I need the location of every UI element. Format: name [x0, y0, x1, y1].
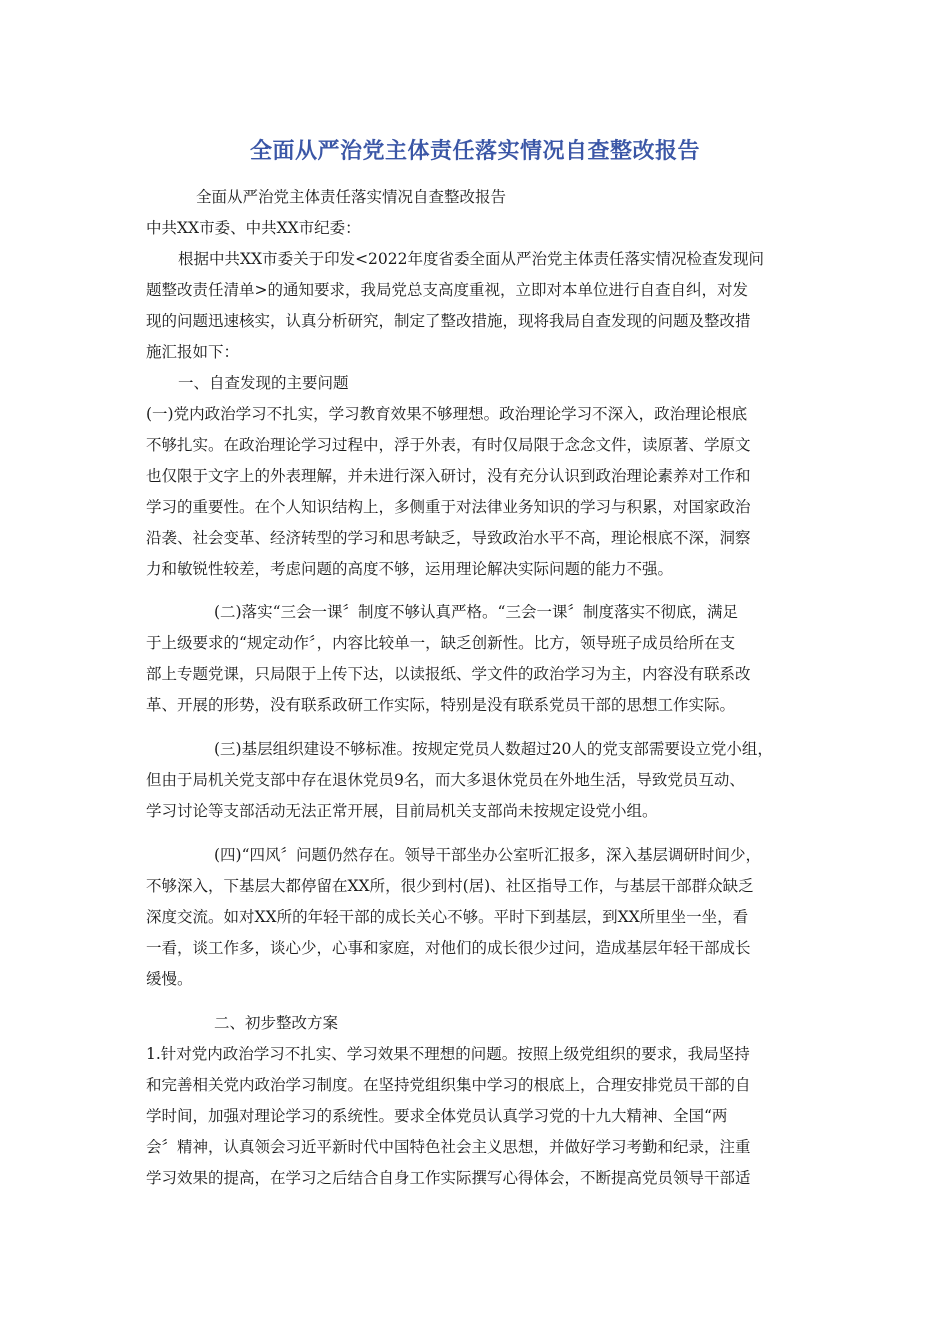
body-line: 革、开展的形势，没有联系政研工作实际，特别是没有联系党员干部的思想工作实际。: [146, 696, 736, 714]
body-line: (二)落实“三会一课〞制度不够认真严格。“三会一课〞制度落实不彻底，满足: [214, 603, 738, 621]
body-line: 不够扎实。在政治理论学习过程中，浮于外表，有时仅局限于念念文件，读原著、学原文: [146, 436, 751, 454]
body-line: 学习的重要性。在个人知识结构上，多侧重于对法律业务知识的学习与积累，对国家政治: [146, 498, 751, 516]
body-line: (四)“四风〞问题仍然存在。领导干部坐办公室听汇报多，深入基层调研时间少，: [214, 846, 762, 864]
body-line: 全面从严治党主体责任落实情况自查整改报告: [196, 188, 507, 206]
body-line: 现的问题迅速核实，认真分析研究，制定了整改措施，现将我局自查发现的问题及整改措: [146, 312, 751, 330]
body-line: 题整改责任清单>的通知要求，我局党总支高度重视，立即对本单位进行自查自纠，对发: [146, 281, 748, 299]
body-line: 根据中共XX市委关于印发<2022年度省委全面从严治党主体责任落实情况检查发现问: [178, 250, 765, 268]
body-line: (一)党内政治学习不扎实，学习教育效果不够理想。政治理论学习不深入，政治理论根底: [146, 405, 748, 423]
body-line: 学时间，加强对理论学习的系统性。要求全体党员认真学习党的十九大精神、全国“两: [146, 1107, 728, 1125]
body-line: 学习讨论等支部活动无法正常开展，目前局机关支部尚未按规定设党小组。: [146, 802, 658, 820]
body-line: 一看，谈工作多，谈心少，心事和家庭，对他们的成长很少过问，造成基层年轻干部成长: [146, 939, 751, 957]
body-line: (三)基层组织建设不够标准。按规定党员人数超过20人的党支部需要设立党小组，: [214, 740, 773, 758]
body-line: 但由于局机关党支部中存在退休党员9名，而大多退休党员在外地生活，导致党员互动、: [146, 771, 745, 789]
section-heading: 一、自查发现的主要问题: [178, 374, 349, 392]
document-title: 全面从严治党主体责任落实情况自查整改报告: [249, 139, 700, 164]
body-line: 中共XX市委、中共XX市纪委：: [146, 219, 361, 237]
body-line: 缓慢。: [146, 970, 193, 988]
section-heading: 二、初步整改方案: [214, 1014, 339, 1032]
body-line: 也仅限于文字上的外表理解，并未进行深入研讨，没有充分认识到政治理论素养对工作和: [146, 467, 751, 485]
body-line: 于上级要求的“规定动作〞，内容比较单一，缺乏创新性。比方，领导班子成员给所在支: [146, 634, 736, 652]
body-line: 施汇报如下：: [146, 343, 240, 361]
body-line: 深度交流。如对XX所的年轻干部的成长关心不够。平时下到基层，到XX所里坐一坐，看: [146, 908, 749, 926]
body-line: 和完善相关党内政治学习制度。在坚持党组织集中学习的根底上，合理安排党员干部的自: [146, 1076, 751, 1094]
body-line: 会〞精神，认真领会习近平新时代中国特色社会主义思想，并做好学习考勤和纪录，注重: [146, 1138, 751, 1156]
body-line: 不够深入，下基层大都停留在XX所，很少到村(居)、社区指导工作，与基层干部群众缺乏: [146, 877, 754, 895]
body-line: 部上专题党课，只局限于上传下达，以读报纸、学文件的政治学习为主，内容没有联系改: [146, 665, 751, 683]
body-line: 沿袭、社会变革、经济转型的学习和思考缺乏，导致政治水平不高，理论根底不深，洞察: [146, 529, 751, 547]
body-line: 力和敏锐性较差，考虑问题的高度不够，运用理论解决实际问题的能力不强。: [146, 560, 674, 578]
body-line: 学习效果的提高，在学习之后结合自身工作实际撰写心得体会，不断提高党员领导干部适: [146, 1169, 751, 1187]
body-line: 1.针对党内政治学习不扎实、学习效果不理想的问题。按照上级党组织的要求，我局坚持: [146, 1045, 750, 1063]
